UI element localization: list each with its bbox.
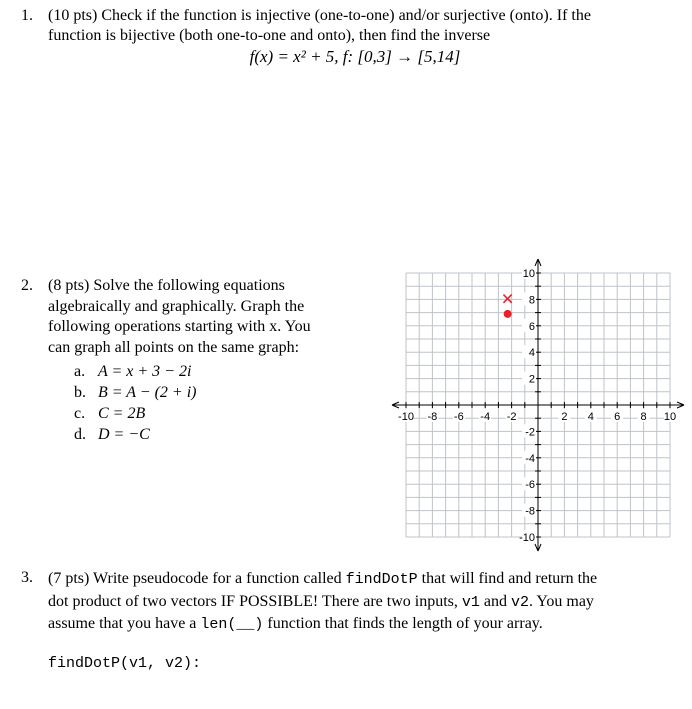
- question-3-line-1: [48, 568, 688, 591]
- q3-text-1b: that will find and return the: [417, 570, 598, 587]
- question-1-line-2: function is bijective (both one-to-one and onto), then find the inverse: [48, 27, 491, 44]
- question-1-number: 1.: [21, 7, 33, 24]
- y-tick-label: -4: [525, 452, 535, 465]
- x-tick-label: 4: [587, 411, 594, 423]
- x-tick-label: 6: [614, 411, 621, 423]
- x-tick-label: 10: [663, 411, 677, 423]
- question-2-number: 2.: [21, 277, 33, 294]
- y-tick-label: 8: [528, 294, 535, 307]
- x-tick-label: 2: [561, 411, 568, 423]
- q3-code-finddotp: findDotP: [345, 571, 418, 588]
- x-tick-label: -8: [427, 411, 438, 423]
- question-2-line-2: algebraically and graphically. Graph the: [48, 297, 305, 315]
- y-tick-label: 10: [522, 268, 535, 280]
- axes: [392, 259, 684, 551]
- q3-text-and: and: [479, 592, 511, 610]
- plotted-marks: [501, 292, 514, 318]
- x-tick-label: 8: [640, 411, 647, 423]
- part-b-label: b.: [74, 384, 86, 401]
- x-tick-label: -6: [453, 411, 464, 423]
- plotted-point: [504, 310, 512, 318]
- q3-text-1a: (7 pts) Write pseudocode for a function called: [48, 570, 346, 587]
- y-tick-label: -8: [525, 505, 535, 518]
- y-tick-label: 2: [528, 373, 535, 386]
- question-1-line-1: (10 pts) Check if the function is injective (one-to-one) and/or surjective (onto). If the: [48, 7, 591, 24]
- q3-text-2b: . You may: [529, 592, 594, 610]
- function-signature: findDotP(v1, v2):: [48, 655, 202, 672]
- question-1-formula: f(x) = x² + 5, f: [0,3] → [5,14]: [249, 47, 461, 66]
- q3-text-2a: dot product of two vectors IF POSSIBLE! There are two inputs,: [48, 592, 462, 610]
- y-tick-label: 6: [528, 320, 535, 333]
- question-2-line-4: can graph all points on the same graph:: [48, 338, 300, 356]
- q3-code-v2: v2: [511, 593, 530, 611]
- part-d-label: d.: [74, 426, 86, 443]
- question-2-line-3: following operations starting with x. You: [48, 318, 311, 335]
- x-tick-label: -2: [506, 411, 517, 423]
- part-a-label: a.: [74, 363, 86, 380]
- question-2-line-1: (8 pts) Solve the following equations: [48, 277, 285, 294]
- q3-code-len: len(__): [200, 616, 264, 633]
- q3-text-3b: function that finds the length of your array.: [263, 615, 543, 632]
- part-d-expr: D = −C: [98, 426, 150, 443]
- y-tick-label: 4: [528, 347, 535, 360]
- question-3-line-3: [48, 613, 688, 636]
- question-3-number: 3.: [21, 569, 33, 586]
- part-a-expr: A = x + 3 − 2i: [98, 363, 192, 380]
- part-b-expr: B = A − (2 + i): [98, 384, 197, 401]
- part-c-expr: C = 2B: [98, 405, 146, 422]
- q3-text-3a: assume that you have a: [48, 615, 201, 632]
- question-3-line-2: [48, 591, 688, 614]
- x-tick-label: -4: [480, 411, 491, 423]
- x-tick-label: -10: [398, 411, 414, 423]
- x-marker-icon: ✕: [500, 291, 515, 309]
- y-tick-label: -6: [525, 479, 535, 492]
- q3-code-v1: v1: [461, 593, 480, 611]
- y-tick-label: -2: [525, 426, 535, 439]
- part-c-label: c.: [74, 405, 86, 422]
- y-tick-label: -10: [519, 532, 535, 544]
